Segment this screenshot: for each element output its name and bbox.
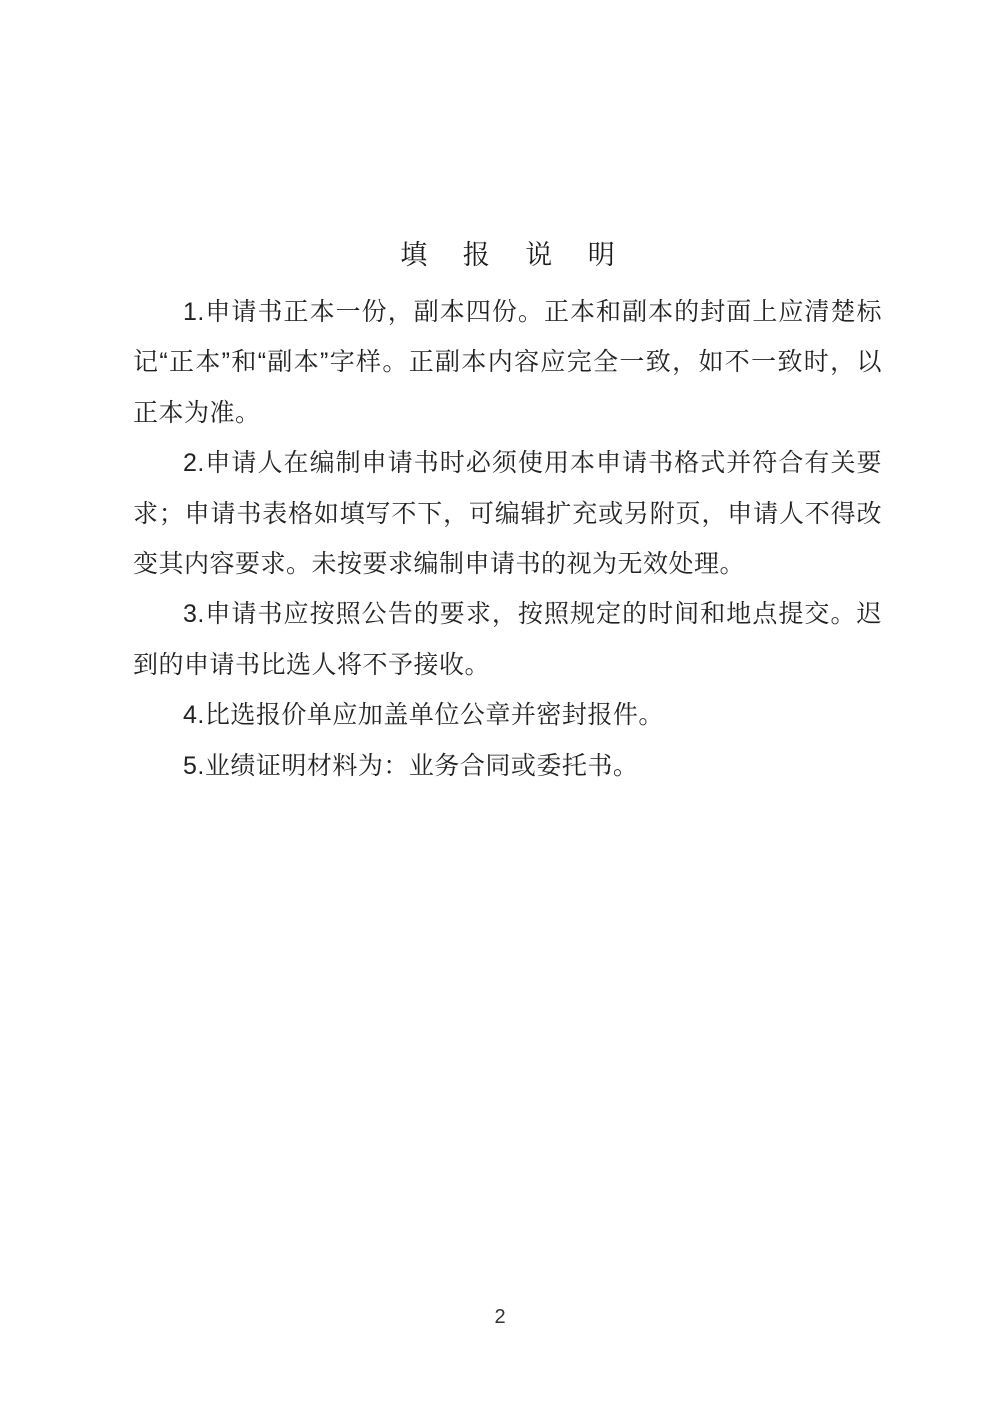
instruction-paragraph-3: 3.申请书应按照公告的要求，按照规定的时间和地点提交。迟到的申请书比选人将不予接收。: [133, 600, 882, 679]
page-number: 2: [494, 1306, 506, 1328]
instruction-paragraph-5: 5.业绩证明材料为：业务合同或委托书。: [183, 751, 639, 780]
instruction-paragraph-2: 2.申请人在编制申请书时必须使用本申请书格式并符合有关要求；申请书表格如填写不下，可编辑扩充或另附页，申请人不得改变其内容要求。未按要求编制申请书的视为无效处理。: [133, 449, 882, 579]
instruction-paragraph-4: 4.比选报价单应加盖单位公章并密封报件。: [183, 701, 664, 730]
page-title: 填 报 说 明: [400, 240, 629, 270]
instruction-paragraph-1: 1.申请书正本一份，副本四份。正本和副本的封面上应清楚标记“正本”和“副本”字样。正副本内容应完全一致，如不一致时，以正本为准。: [133, 298, 882, 427]
